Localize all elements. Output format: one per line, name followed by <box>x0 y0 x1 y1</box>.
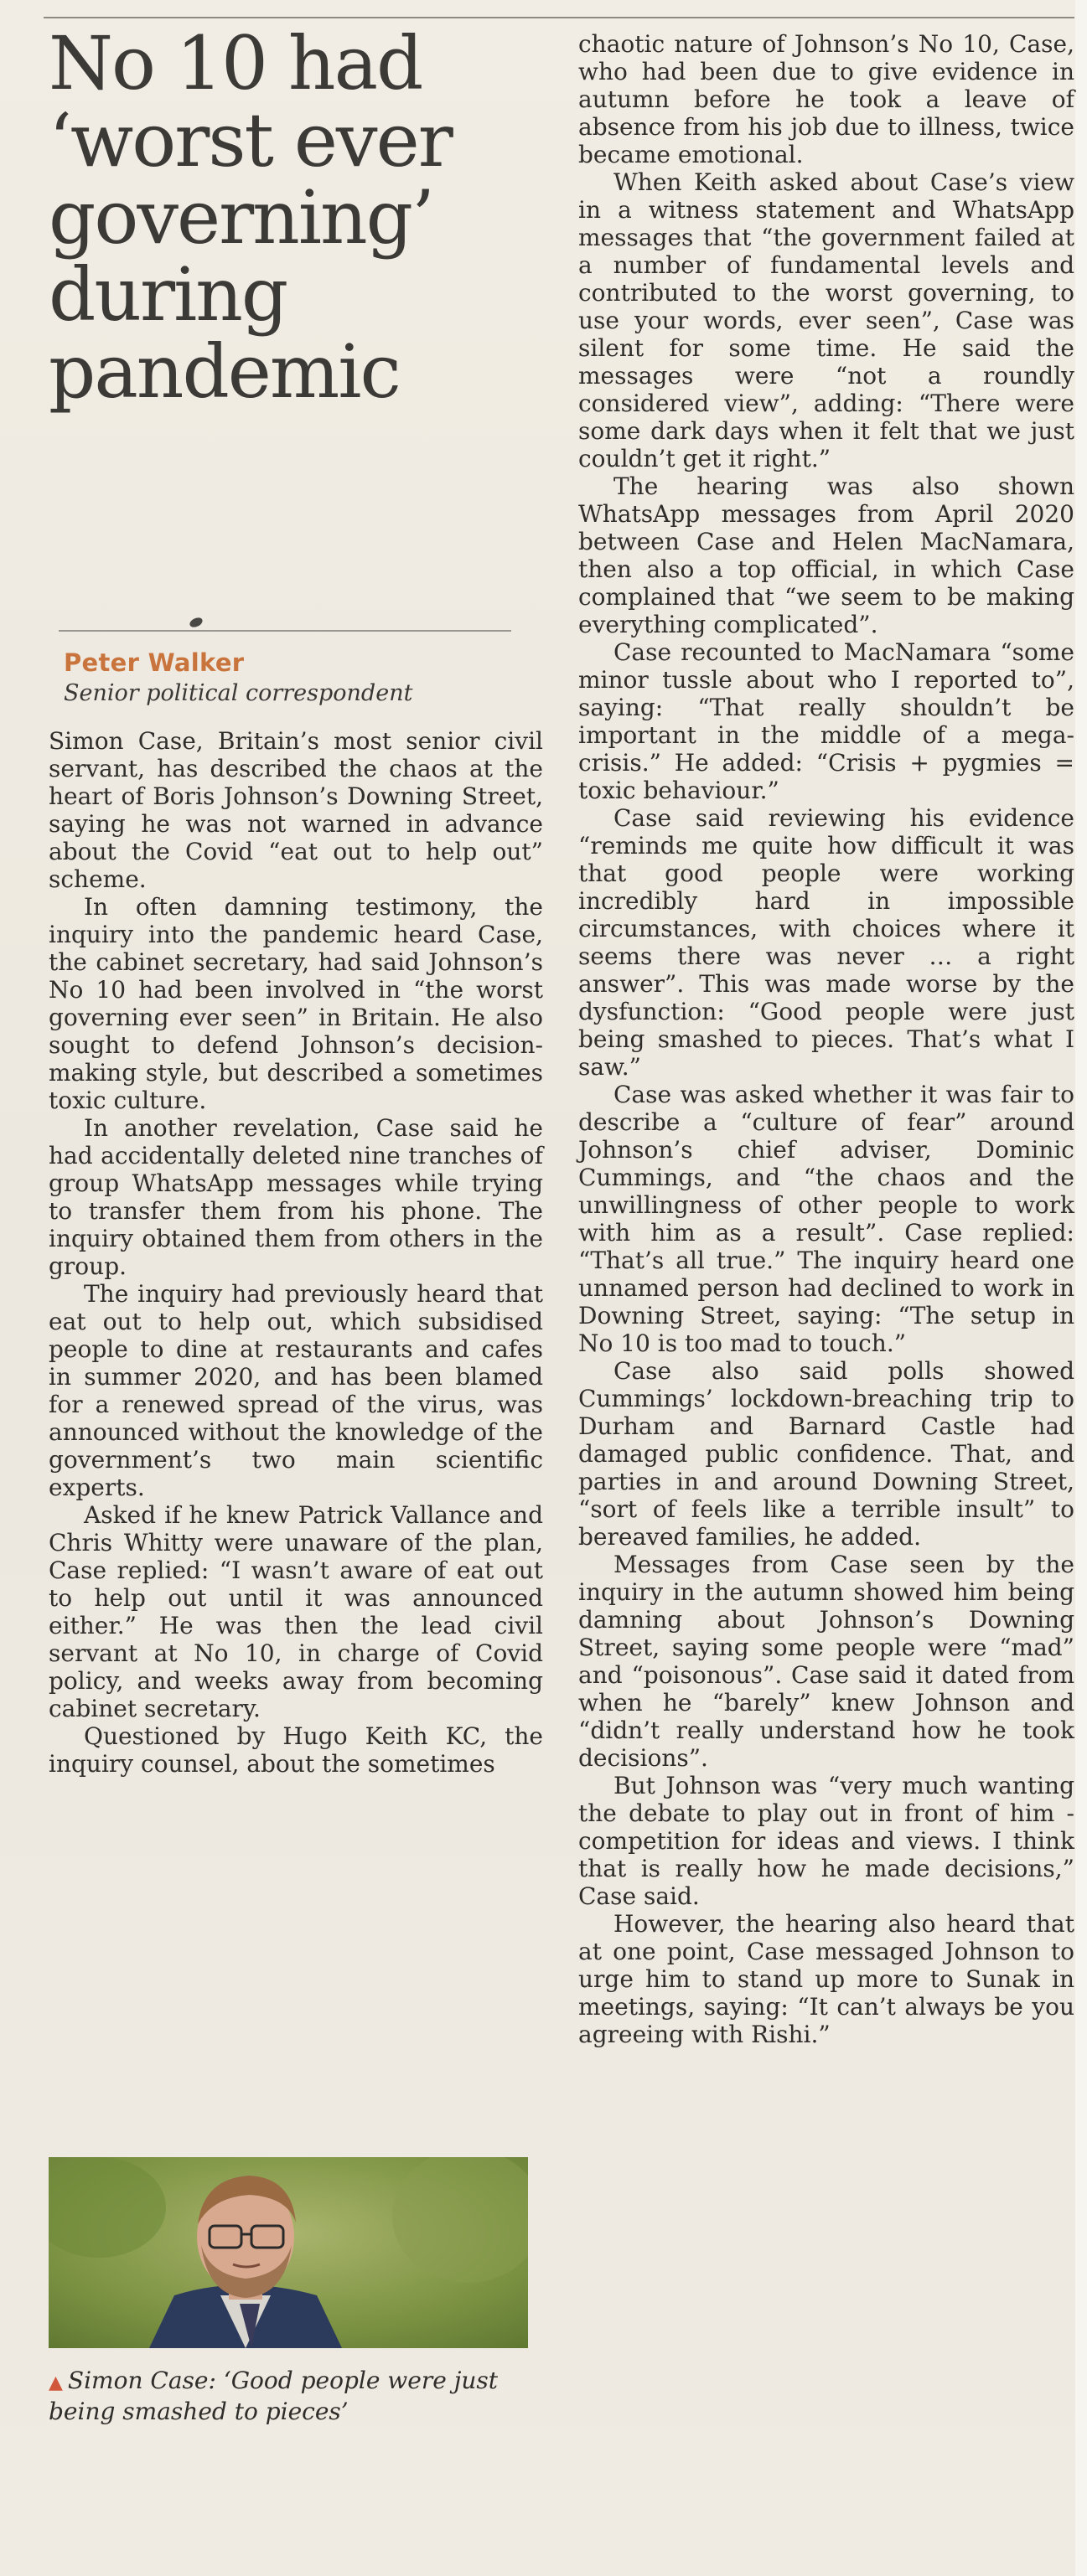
paragraph: The hearing was also shown WhatsApp messages from April 2020 between Case and Helen MacNamara, then also a top official, in which Case complained that “we seem to be making everything complicated”. <box>578 472 1074 638</box>
paragraph: In another revelation, Case said he had accidentally deleted nine tranches of group WhatsApp messages while trying to transfer them from his phone. The inquiry obtained them from others in the group. <box>49 1114 543 1280</box>
paragraph: Case said reviewing his evidence “reminds me quite how difficult it was that good people were working incredibly hard in impossible circumstances, with choices where it seems there was never … a right answer”. This was made worse by the dysfunction: “Good people were just being smashed to pieces. That’s what I saw.” <box>578 804 1074 1081</box>
headline: No 10 had ‘worst ever governing’ during pandemic <box>49 20 452 415</box>
byline-rule <box>59 630 511 632</box>
paragraph: Simon Case, Britain’s most senior civil servant, has described the chaos at the heart of Boris Johnson’s Downing Street, saying he was not warned in advance about the Covid “eat out to help out” scheme. <box>49 727 543 893</box>
paragraph: However, the hearing also heard that at one point, Case messaged Johnson to urge him to stand up more to Sunak in meetings, saying: “It can’t always be you agreeing with Rishi.” <box>578 1910 1074 2048</box>
caption-text: Simon Case: ‘Good people were just being smashed to pieces’ <box>49 2367 499 2425</box>
left-body-text <box>49 727 543 1778</box>
paragraph: Questioned by Hugo Keith KC, the inquiry counsel, about the sometimes <box>49 1722 543 1778</box>
portrait-illustration <box>49 2157 528 2348</box>
paragraph: Asked if he knew Patrick Vallance and Chris Whitty were unaware of the plan, Case replied: “I wasn’t aware of eat out to help out until it was announced either.” He was then the lead civil servant at No 10, in charge of Covid policy, and weeks away from becoming cabinet secretary. <box>49 1501 543 1722</box>
author-name: Peter Walker <box>64 648 245 677</box>
byline-ornament <box>189 616 204 629</box>
paragraph: In often damning testimony, the inquiry into the pandemic heard Case, the cabinet secretary, had said Johnson’s No 10 had been involved in “the worst governing ever seen” in Britain. He also sought to defend Johnson’s decision-making style, but described a sometimes toxic culture. <box>49 893 543 1114</box>
author-role: Senior political correspondent <box>64 680 413 706</box>
paragraph: Case recounted to MacNamara “some minor tussle about who I reported to”, saying: “That really shouldn’t be important in the middle of a mega-crisis.” He added: “Crisis + pygmies = toxic behaviour.” <box>578 638 1074 804</box>
paragraph: When Keith asked about Case’s view in a witness statement and WhatsApp messages that “the government failed at a number of fundamental levels and contributed to the worst governing, to use your words, ever seen”, Case was silent for some time. He said the messages were “not a roundly considered view”, adding: “There were some dark days when it felt that we just couldn’t get it right.” <box>578 168 1074 472</box>
paragraph: But Johnson was “very much wanting the debate to play out in front of him - competition for ideas and views. I think that is really how he made decisions,” Case said. <box>578 1772 1074 1910</box>
top-rule <box>44 17 1074 18</box>
triangle-icon: ▲ <box>49 2372 63 2393</box>
paragraph: Case also said polls showed Cummings’ lockdown-breaching trip to Durham and Barnard Castle had damaged public confidence. That, and parties in and around Downing Street, “sort of feels like a terrible insult” to bereaved families, he added. <box>578 1357 1074 1551</box>
paragraph: The inquiry had previously heard that eat out to help out, which subsidised people to dine at restaurants and cafes in summer 2020, and has been blamed for a renewed spread of the virus, was announced without the knowledge of the government’s two main scientific experts. <box>49 1280 543 1501</box>
right-body-text <box>578 30 1074 2048</box>
paragraph: Messages from Case seen by the inquiry in the autumn showed him being damning about Johnson’s Downing Street, saying some people were “mad” and “poisonous”. Case said it dated from when he “barely” knew Johnson and “didn’t really understand how he took decisions”. <box>578 1551 1074 1772</box>
photo-caption <box>49 2367 535 2426</box>
paragraph: chaotic nature of Johnson’s No 10, Case, who had been due to give evidence in autumn before he took a leave of absence from his job due to illness, twice became emotional. <box>578 30 1074 168</box>
photo-simon-case <box>49 2157 528 2348</box>
page-edge <box>1075 0 1087 2576</box>
paragraph: Case was asked whether it was fair to describe a “culture of fear” around Johnson’s chief adviser, Dominic Cummings, and “the chaos and the unwillingness of other people to work with him as a result”. Case replied: “That’s all true.” The inquiry heard one unnamed person had declined to work in Downing Street, saying: “The setup in No 10 is too mad to touch.” <box>578 1081 1074 1357</box>
